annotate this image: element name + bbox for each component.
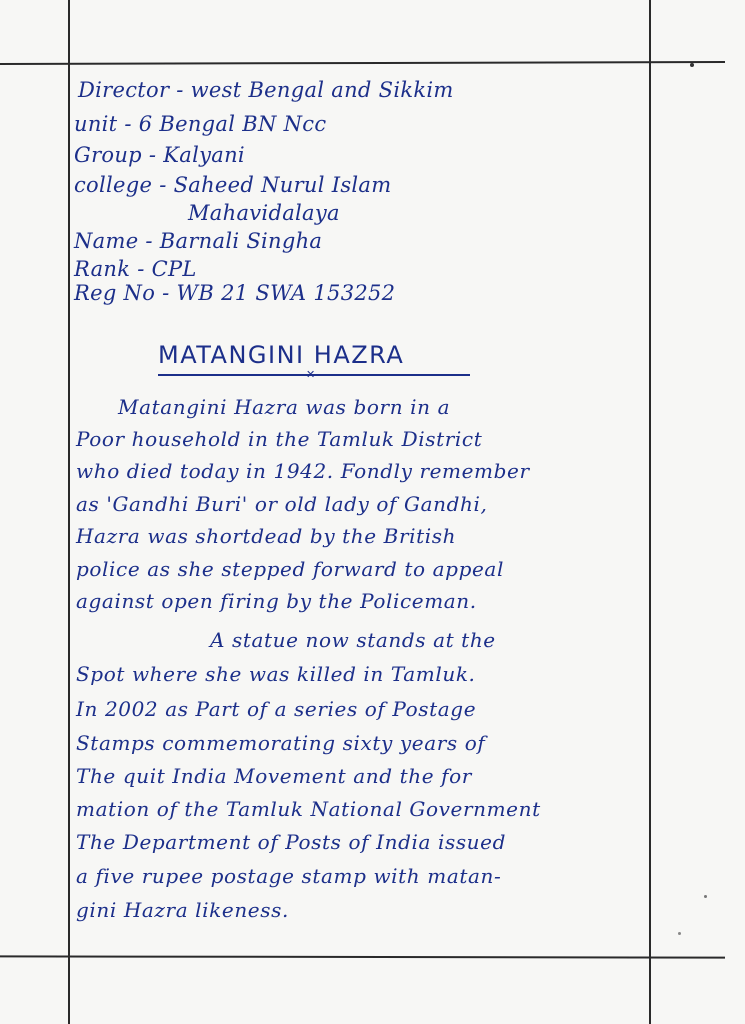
right-margin-line xyxy=(649,0,651,1024)
header-name: Name - Barnali Singha xyxy=(74,229,323,253)
ink-speck xyxy=(678,932,681,935)
bottom-margin-line xyxy=(0,955,725,958)
paragraph-line: In 2002 as Part of a series of Postage xyxy=(76,697,477,721)
paragraph-line: The quit India Movement and the for xyxy=(76,764,472,788)
paragraph-line: against open firing by the Policeman. xyxy=(76,589,477,613)
ink-speck xyxy=(704,895,707,898)
header-directorate: Director - west Bengal and Sikkim xyxy=(78,78,454,102)
title-underline-mark: ✕ xyxy=(306,368,316,381)
header-college-cont: Mahavidalaya xyxy=(188,201,340,225)
header-unit: unit - 6 Bengal BN Ncc xyxy=(74,112,327,136)
essay-title: MATANGINI HAZRA xyxy=(158,341,405,369)
paragraph-line: police as she stepped forward to appeal xyxy=(76,557,504,581)
paragraph-line: The Department of Posts of India issued xyxy=(76,830,507,854)
header-reg-no: Reg No - WB 21 SWA 153252 xyxy=(74,281,396,305)
paragraph-line: A statue now stands at the xyxy=(210,628,496,652)
header-rank: Rank - CPL xyxy=(74,257,197,281)
paragraph-line: Stamps commemorating sixty years of xyxy=(76,731,486,755)
paragraph-line: a five rupee postage stamp with matan- xyxy=(76,864,502,888)
paragraph-line: Matangini Hazra was born in a xyxy=(118,395,451,419)
top-margin-line xyxy=(0,61,725,64)
paragraph-line: mation of the Tamluk National Government xyxy=(76,797,541,821)
paragraph-line: as 'Gandhi Buri' or old lady of Gandhi, xyxy=(76,492,488,516)
left-margin-line xyxy=(68,0,70,1024)
paragraph-line: Hazra was shortdead by the British xyxy=(76,524,457,548)
paragraph-line: Poor household in the Tamluk District xyxy=(76,427,483,451)
paragraph-line: Spot where she was killed in Tamluk. xyxy=(76,662,476,686)
ink-speck xyxy=(690,63,694,67)
paragraph-line: who died today in 1942. Fondly remember xyxy=(76,459,530,483)
paragraph-line: gini Hazra likeness. xyxy=(76,898,289,922)
header-group: Group - Kalyani xyxy=(74,143,245,167)
header-college: college - Saheed Nurul Islam xyxy=(74,173,392,197)
